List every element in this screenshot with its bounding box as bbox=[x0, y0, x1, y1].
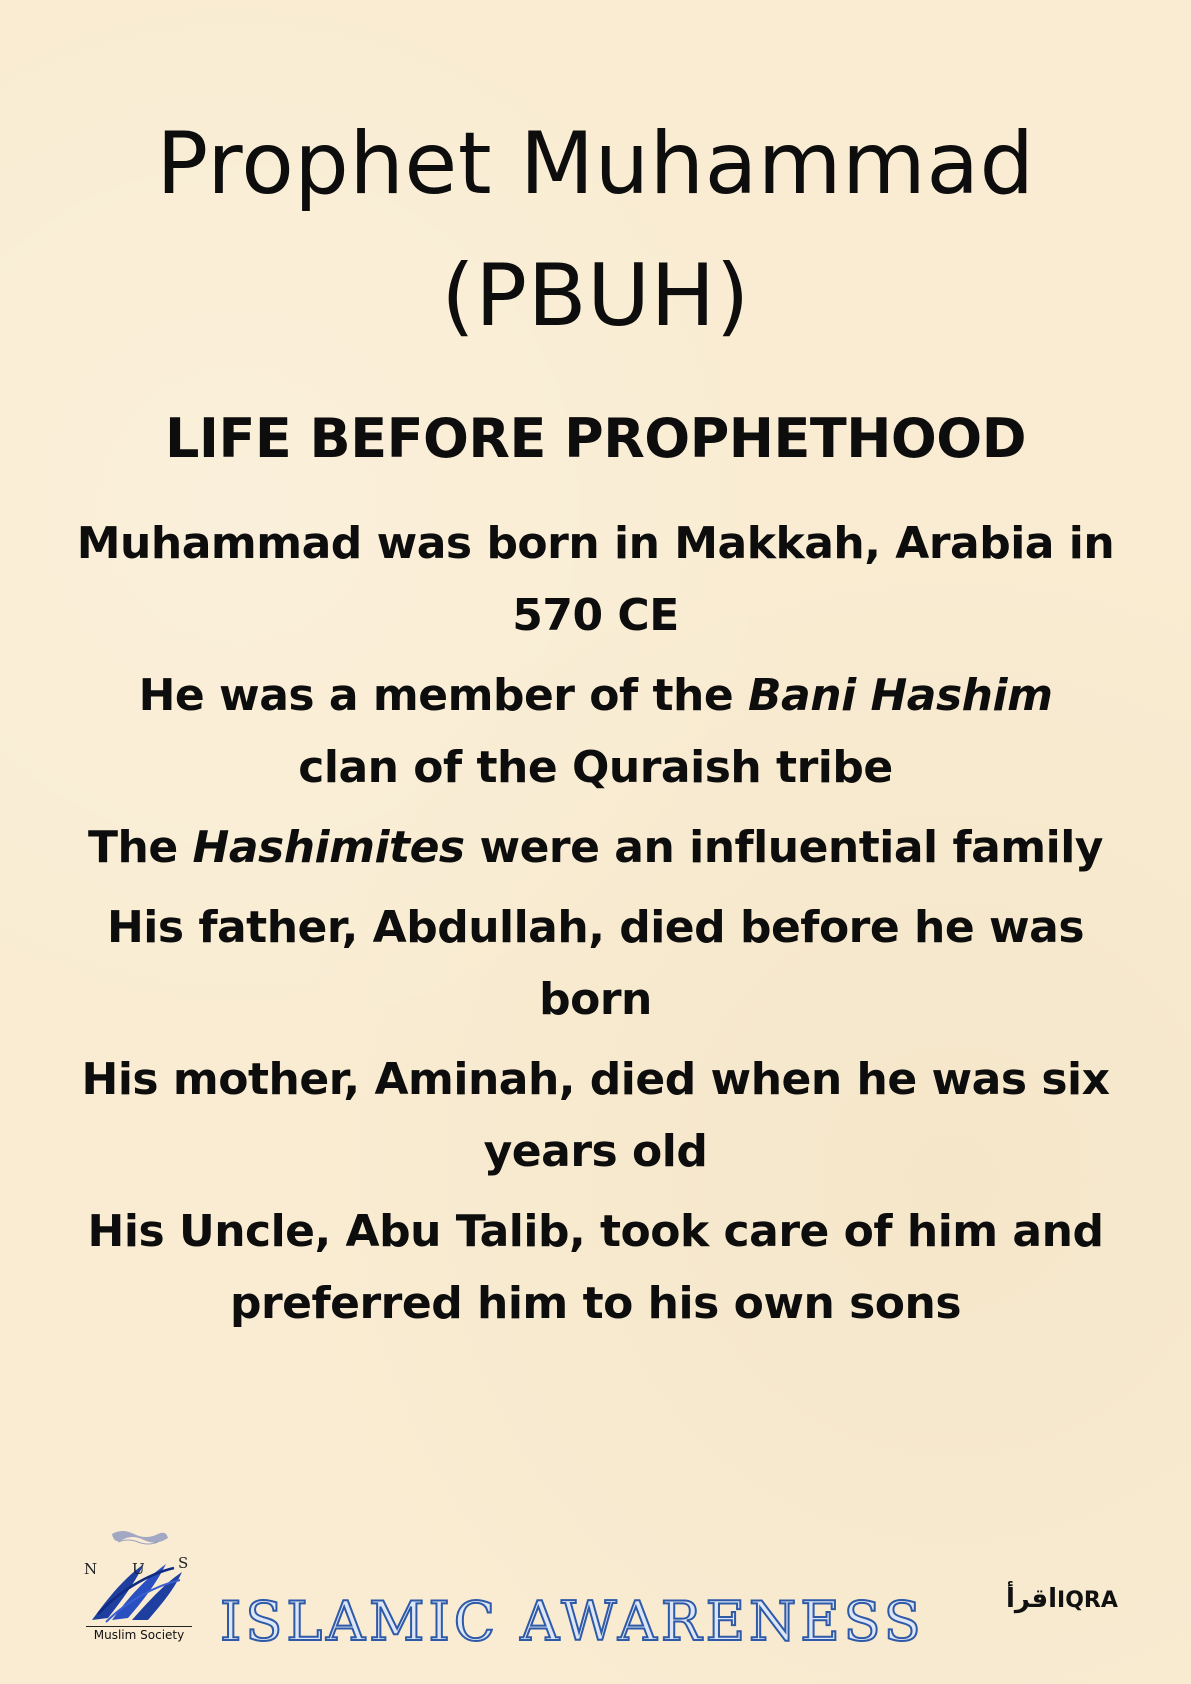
section-heading: LIFE BEFORE PROPHETHOOD bbox=[164, 407, 1027, 470]
iqra-logo bbox=[1006, 1584, 1128, 1624]
facts-list bbox=[60, 508, 1131, 1348]
islamic-awareness-wordmark: ISLAMIC AWARENESS bbox=[220, 1590, 925, 1653]
iqra-arabic: اقرأ bbox=[1006, 1584, 1058, 1614]
fact-item: He was a member of the Bani Hashim clan of the Quraish tribe bbox=[138, 670, 1053, 793]
fact-item: The Hashimites were an influential family bbox=[88, 822, 1103, 873]
title-line-2: (PBUH) bbox=[441, 246, 750, 346]
fact-item: His mother, Aminah, died when he was six years old bbox=[81, 1054, 1110, 1177]
nus-letter-u: U bbox=[132, 1560, 145, 1578]
nus-society-name: Muslim Society bbox=[86, 1626, 192, 1642]
fact-item: His father, Abdullah, died before he was born bbox=[106, 902, 1085, 1025]
nus-muslim-society-logo bbox=[78, 1528, 200, 1654]
fact-item: Muhammad was born in Makkah, Arabia in 570 CE bbox=[76, 518, 1115, 641]
nus-letter-n: N bbox=[84, 1560, 98, 1578]
italic-term: Bani Hashim bbox=[748, 670, 1053, 721]
title-line-1: Prophet Muhammad bbox=[156, 114, 1035, 214]
page-title bbox=[0, 98, 1191, 362]
italic-term: Hashimites bbox=[192, 822, 465, 873]
nus-letter-s: S bbox=[178, 1554, 189, 1572]
fact-item: His Uncle, Abu Talib, took care of him and preferred him to his own sons bbox=[87, 1206, 1104, 1329]
iqra-latin: IQRA bbox=[1057, 1588, 1118, 1613]
